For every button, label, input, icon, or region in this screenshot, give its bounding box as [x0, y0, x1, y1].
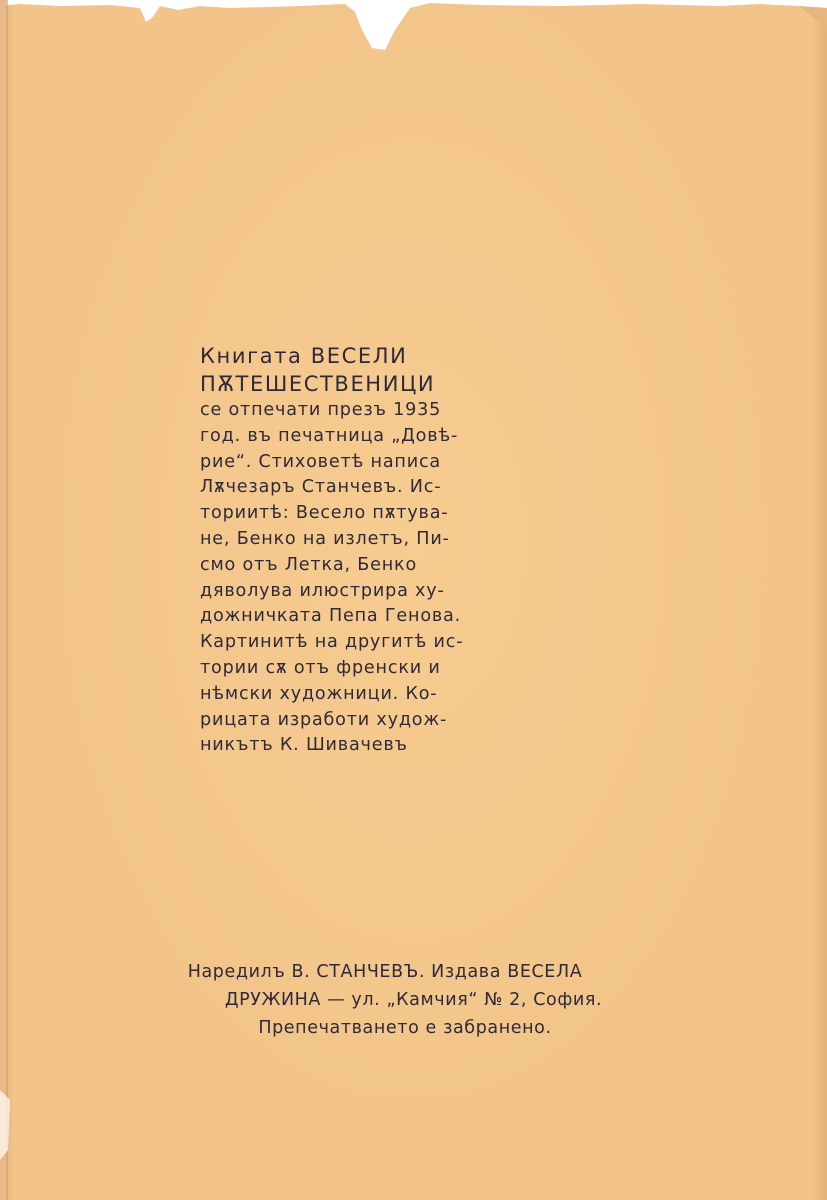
- colophon-line: не, Бенко на излетъ, Пи-: [200, 528, 450, 549]
- colophon-title-line-1: Книгата ВЕСЕЛИ: [200, 344, 408, 368]
- colophon-line: рие“. Стиховетѣ написа: [200, 451, 442, 472]
- colophon-line: тории сѫ отъ френски и: [200, 657, 441, 678]
- colophon-line: нѣмски художници. Ко-: [200, 683, 438, 704]
- imprint-line-3: Препечатването е забранено.: [258, 1018, 552, 1038]
- colophon-line: се отпечати презъ 1935: [200, 400, 442, 420]
- colophon-line: рицата изработи худож-: [200, 709, 448, 730]
- colophon-text-block: [200, 342, 512, 759]
- colophon-line: Картинитѣ на другитѣ ис-: [200, 632, 464, 653]
- colophon-line: год. въ печатница „Довѣ-: [200, 425, 459, 446]
- colophon-line: ториитѣ: Весело пѫтува-: [200, 503, 449, 524]
- colophon-line: смо отъ Летка, Бенко: [200, 554, 418, 575]
- colophon-title-line-2: ПѪТЕШЕСТВЕНИЦИ: [200, 372, 436, 396]
- colophon-line: дожничката Пепа Генова.: [200, 606, 462, 627]
- torn-top-edge: [0, 0, 827, 60]
- colophon-line: никътъ К. Шивачевъ: [200, 735, 408, 756]
- colophon-line: дяволува илюстрира ху-: [200, 580, 445, 601]
- publisher-imprint: [0, 958, 827, 1042]
- imprint-line-2: ДРУЖИНА — ул. „Камчия“ № 2, София.: [224, 990, 603, 1010]
- colophon-line: Лѫчезаръ Станчевъ. Ис-: [200, 477, 442, 498]
- imprint-line-1: Наредилъ В. СТАНЧЕВЪ. Издава ВЕСЕЛА: [187, 962, 583, 982]
